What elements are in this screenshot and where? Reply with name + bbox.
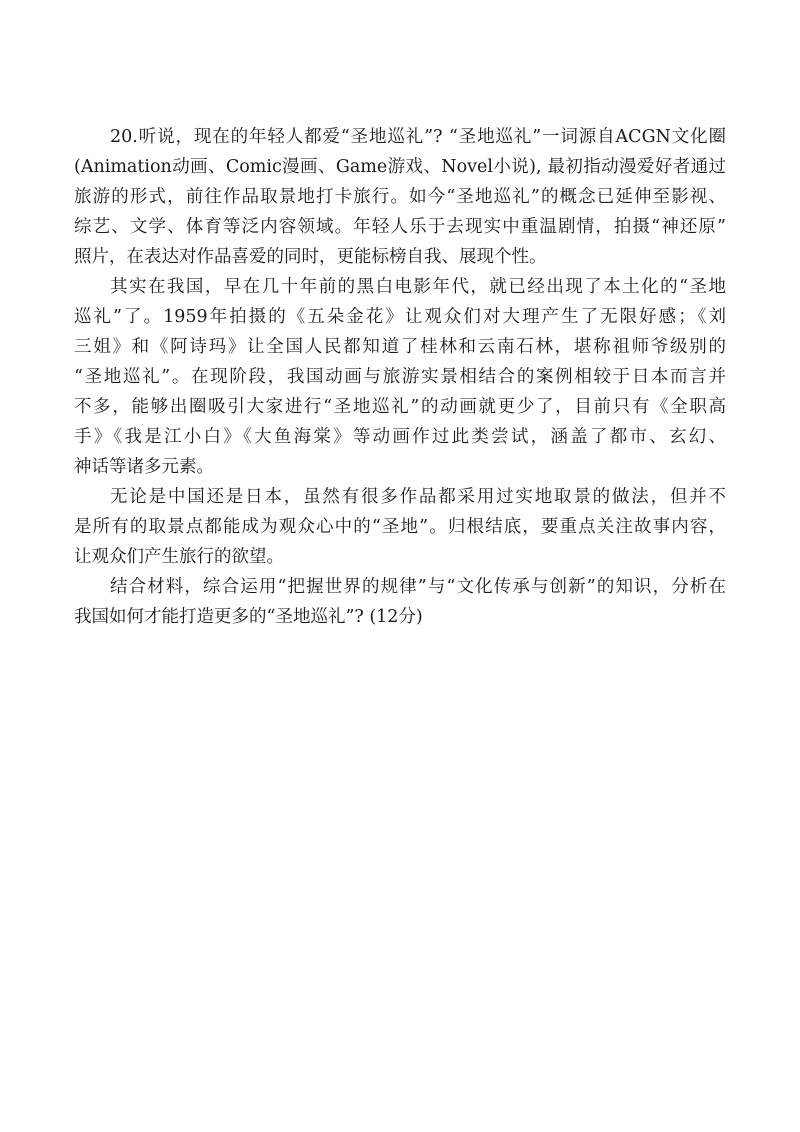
text-line: 照片，在表达对作品喜爱的同时，更能标榜自我、展现个性。 (74, 247, 547, 267)
text-line: 让观众们产生旅行的欲望。 (74, 547, 284, 567)
paragraph-intro (74, 122, 726, 272)
text-line: 是所有的取景点都能成为观众心中的“圣地”。归根结底，要重点关注故事内容， (74, 517, 726, 537)
text-line: 20.听说，现在的年轻人都爱“圣地巡礼”? “圣地巡礼”一词源自ACGN文化圈 (110, 127, 726, 147)
text-line: 旅游的形式，前往作品取景地打卡旅行。如今“圣地巡礼”的概念已延伸至影视、 (74, 187, 726, 207)
text-line: 其实在我国，早在几十年前的黑白电影年代，就已经出现了本土化的“圣地 (110, 277, 726, 297)
question-prompt (74, 572, 726, 632)
text-line: “圣地巡礼”。在现阶段，我国动画与旅游实景相结合的案例相较于日本而言并 (74, 367, 726, 387)
text-line: 巡礼”了。1959年拍摄的《五朵金花》让观众们对大理产生了无限好感；《刘 (74, 307, 726, 327)
text-line: 手》《我是江小白》《大鱼海棠》等动画作过此类尝试，涵盖了都市、玄幻、 (74, 427, 726, 447)
question-20 (74, 122, 726, 632)
text-line: 我国如何才能打造更多的“圣地巡礼”? (12分) (74, 607, 423, 627)
text-line: 综艺、文学、体育等泛内容领域。年轻人乐于去现实中重温剧情，拍摄“神还原” (74, 217, 726, 237)
text-line: (Animation动画、Comic漫画、Game游戏、Novel小说), 最初指动漫爱好者通过 (74, 157, 726, 177)
text-line: 结合材料，综合运用“把握世界的规律”与“文化传承与创新”的知识，分析在 (110, 577, 726, 597)
text-line: 三姐》和《阿诗玛》让全国人民都知道了桂林和云南石林，堪称祖师爷级别的 (74, 337, 726, 357)
text-line: 无论是中国还是日本，虽然有很多作品都采用过实地取景的做法，但并不 (110, 487, 726, 507)
paragraph-conclusion (74, 482, 726, 572)
paragraph-history (74, 272, 726, 482)
text-line: 神话等诸多元素。 (74, 457, 214, 477)
text-line: 不多，能够出圈吸引大家进行“圣地巡礼”的动画就更少了，目前只有《全职高 (74, 397, 726, 417)
